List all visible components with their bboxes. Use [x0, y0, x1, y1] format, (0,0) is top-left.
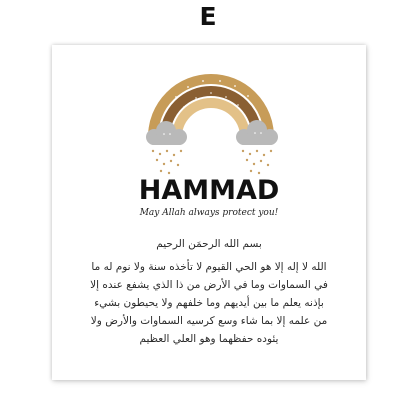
verse-line: الله لا إله إلا هو الحي القيوم لا تأخذه سنة ولا نوم له ما	[91, 261, 327, 273]
blessing-text: May Allah always protect you!	[139, 208, 279, 218]
rainbow-inner-arc	[177, 103, 245, 137]
child-name: HAMMAD	[138, 175, 280, 206]
verse-line: في السماوات وما في الأرض من ذا الذي يشفع عنده إلا	[90, 279, 328, 291]
ayat-al-kursi-text	[70, 235, 348, 348]
verse-line: بإذنه يعلم ما بين أيديهم وما خلفهم ولا يحيطون بشيء	[94, 297, 324, 309]
verse-line: من علمه إلا بما شاء وسع كرسيه السماوات والأرض ولا	[90, 315, 328, 327]
variant-letter: E	[199, 2, 217, 31]
basmala-line: بسم الله الرحمَن الرحيم	[156, 238, 262, 250]
heart-rain-icon	[152, 150, 272, 174]
verse-line: يئوده حفظهما وهو العلي العظيم	[139, 333, 279, 345]
poster	[52, 45, 366, 380]
rainbow-illustration	[136, 55, 286, 180]
